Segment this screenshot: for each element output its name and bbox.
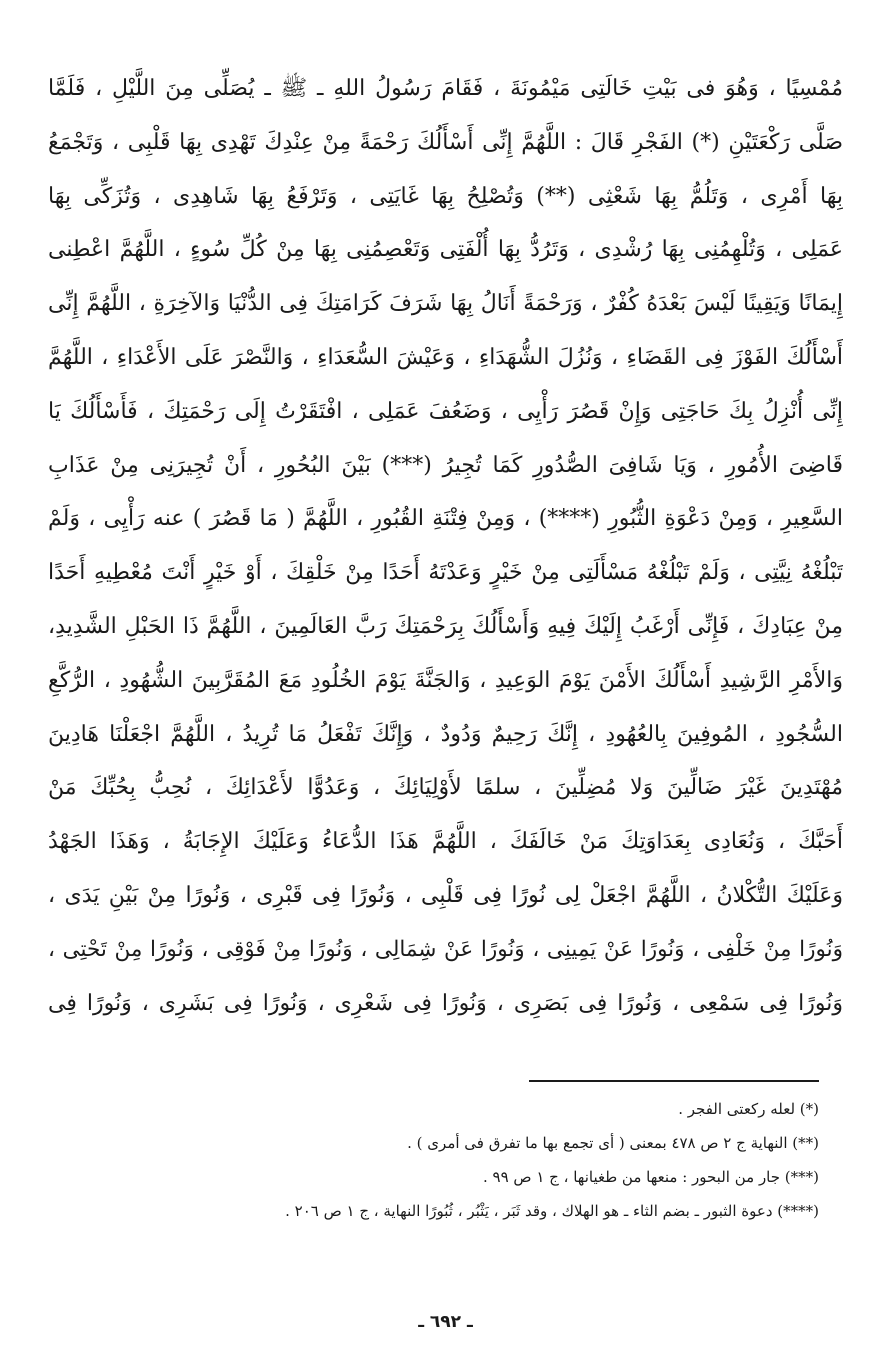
text-line: تَبْلُغْهُ نِيَّتِى ، وَلَمْ تَبْلُغْهُ مَسْأَلَتِى مِنْ خَيْرٍ وَعَدْتَهُ أَحَدًا مِنْ خَلْقِكَ ، أَوْ خَيْرٍ أَنْتَ مُعْطِيهِ أَحَدًا — [48, 560, 843, 586]
footnote: (*) لعله ركعتى الفجر . — [678, 1100, 819, 1118]
footnote: (***) جار من البحور : منعها من طغيانها ، ج ١ ص ٩٩ . — [482, 1168, 819, 1186]
text-line: مُمْسِيًا ، وَهُوَ فى بَيْتِ خَالَتِى مَيْمُونَةَ ، فَقَامَ رَسُولُ اللهِ ـ ﷺ ـ يُصَلِّى مِنَ اللَّيْلِ ، فَلَمَّا — [48, 76, 843, 101]
text-line: وَنُورًا مِنْ خَلْفِى ، وَنُورًا عَنْ يَمِينِى ، وَنُورًا عَنْ شِمَالِى ، وَنُورًا مِنْ فَوْقِى ، وَنُورًا مِنْ تَحْتِى ، — [48, 936, 843, 962]
text-line: إِيمَانًا وَيَقِينًا لَيْسَ بَعْدَهُ كُفْرٌ ، وَرَحْمَةً أَنَالُ بِهَا شَرَفَ كَرَامَتِكَ فِى الدُّنْيَا وَالآخِرَةِ ، اللَّهُمَّ إِنِّى — [48, 291, 843, 317]
text-line: أَسْأَلُكَ الفَوْزَ فِى القَضَاءِ ، وَنُزُلَ الشُّهَدَاءِ ، وَعَيْشَ السُّعَدَاءِ ، وَالنَّصْرَ عَلَى الأَعْدَاءِ ، اللَّهُمَّ — [48, 344, 843, 370]
text-line: وَعَلَيْكَ التُّكْلانُ ، اللَّهُمَّ اجْعَلْ لِى نُورًا فِى قَلْبِى ، وَنُورًا فِى قَبْرِى ، وَنُورًا مِنْ بَيْنِ يَدَى ، — [48, 882, 843, 908]
text-line: السُّجُودِ ، المُوفِينَ بِالعُهُودِ ، إِنَّكَ رَحِيمٌ وَدُودٌ ، وَإِنَّكَ تَفْعَلُ مَا تُرِيدُ ، اللَّهُمَّ اجْعَلْنَا هَادِينَ — [48, 721, 843, 747]
text-line: وَالأَمْرِ الرَّشِيدِ أَسْأَلُكَ الأَمْنَ يَوْمَ الوَعِيدِ ، وَالجَنَّةَ يَوْمَ الخُلُودِ مَعَ المُقَرَّبِينَ الشُّهُودِ ، الرُّكَّعِ — [48, 667, 843, 693]
footnotes-section — [100, 1092, 819, 1228]
text-line: وَنُورًا فِى سَمْعِى ، وَنُورًا فِى بَصَرِى ، وَنُورًا فِى شَعْرِى ، وَنُورًا فِى بَشَرِى ، وَنُورًا فِى — [48, 990, 843, 1016]
text-line: أَحَبَّكَ ، وَنُعَادِى بِعَدَاوَتِكَ مَنْ خَالَفَكَ ، اللَّهُمَّ هَذَا الدُّعَاءُ وَعَلَيْكَ الإِجَابَةُ ، وَهَذَا الجَهْدُ — [48, 829, 843, 855]
footnote-separator — [529, 1080, 819, 1082]
text-line: مُهْتَدِينَ غَيْرَ ضَالِّينَ وَلا مُضِلِّينَ ، سلمًا لأَوْلِيَائِكَ ، وَعَدُوًّا لأَعْدَائِكَ ، نُحِبُّ بِحُبِّكَ مَنْ — [48, 775, 843, 801]
text-line: مِنْ عِبَادِكَ ، فَإِنِّى أَرْغَبُ إِلَيْكَ فِيهِ وَأَسْأَلُكَ بِرَحْمَتِكَ رَبَّ العَالَمِينَ ، اللَّهُمَّ ذَا الحَبْلِ الشَّدِيدِ، — [48, 613, 843, 639]
page-number: ـ ٦٩٢ ـ — [418, 1312, 473, 1332]
text-line: السَّعِيرِ ، وَمِنْ دَعْوَةِ الثُّبُورِ (****) ، وَمِنْ فِتْنَةِ القُبُورِ ، اللَّهُمَّ ( مَا قَصُرَ ) عنه رَأْيِى ، وَلَمْ — [48, 506, 843, 532]
footnote: (**) النهاية ج ٢ ص ٤٧٨ بمعنى ( أى تجمع بها ما تفرق فى أمرى ) . — [407, 1134, 819, 1152]
text-line: بِهَا أَمْرِى ، وَتَلُمُّ بِهَا شَعْثِى (**) وَتُصْلِحُ بِهَا غَايَتِى ، وَتَرْفَعُ بِهَا شَاهِدِى ، وَتُزَكِّى بِهَا — [48, 183, 843, 209]
footnote: (****) دعوة الثبور ـ بضم الثاء ـ هو الهلاك ، وقد ثَبَر ، يَثْبُر ، ثُبُورًا النهاية ، ج ١ ص ٢٠٦ . — [285, 1202, 819, 1220]
text-line: إِنِّى أُنْزِلُ بِكَ حَاجَتِى وَإِنْ قَصُرَ رَأْيِى ، وَضَعُفَ عَمَلِى ، افْتَقَرْتُ إِلَى رَحْمَتِكَ ، فَأَسْأَلُكَ يَا — [48, 398, 843, 424]
text-line: قَاضِىَ الأُمُورِ ، وَيَا شَافِىَ الصُّدُورِ كَمَا تُجِيرُ (***) بَيْنَ البُحُورِ ، أَنْ تُجِيرَنِى مِنْ عَذَابِ — [48, 452, 843, 478]
text-line: صَلَّى رَكْعَتَيْنِ (*) الفَجْرِ قَالَ : اللَّهُمَّ إِنِّى أَسْأَلُكَ رَحْمَةً مِنْ عِنْدِكَ تَهْدِى بِهَا قَلْبِى ، وَتَجْمَعُ — [48, 129, 843, 155]
main-text-body — [48, 62, 843, 1030]
text-line: عَمَلِى ، وَتُلْهِمُنِى بِهَا رُشْدِى ، وَتَرُدُّ بِهَا أُلْفَتِى وَتَعْصِمُنِى بِهَا مِنْ كُلِّ سُوءٍ ، اللَّهُمَّ اعْطِنى — [48, 237, 843, 263]
